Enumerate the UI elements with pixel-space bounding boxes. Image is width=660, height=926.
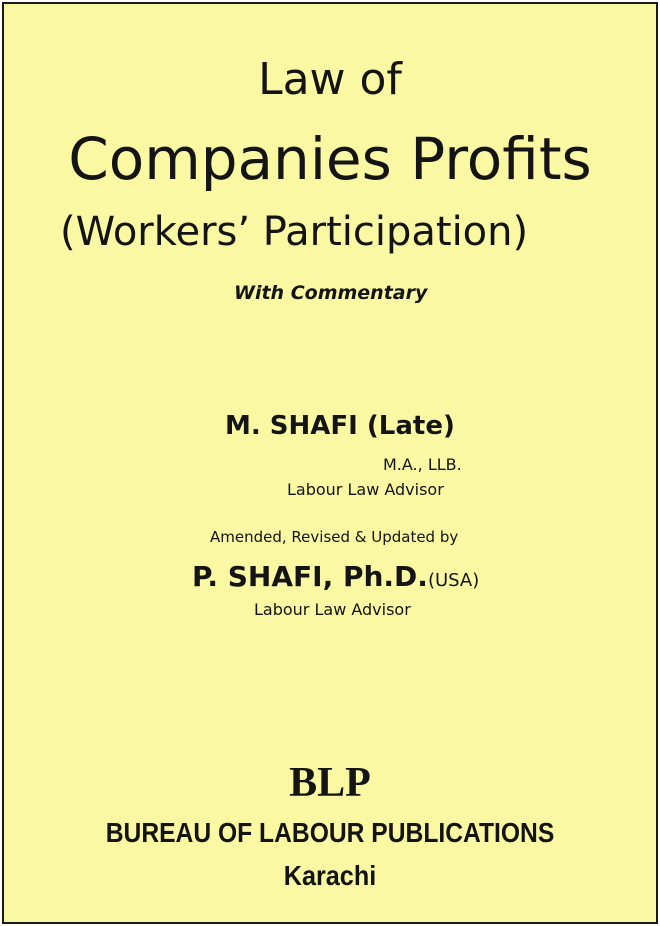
author-name: M. SHAFI (Late)	[225, 411, 455, 441]
editor-role: Labour Law Advisor	[254, 600, 411, 619]
title-line-3: (Workers’ Participation)	[60, 209, 529, 255]
author-qualification: M.A., LLB.	[383, 455, 462, 474]
title-line-1: Law of	[258, 54, 402, 105]
publisher-logo: BLP	[289, 760, 371, 806]
publisher-name: BUREAU OF LABOUR PUBLICATIONS	[105, 817, 555, 848]
revision-note: Amended, Revised & Updated by	[210, 528, 459, 546]
book-cover	[2, 2, 658, 924]
author-role: Labour Law Advisor	[287, 480, 444, 499]
title-line-2: Companies Profits	[68, 125, 592, 193]
editor-country: (USA)	[427, 570, 480, 591]
editor-line	[192, 560, 480, 593]
publisher-city: Karachi	[283, 860, 377, 891]
editor-name: P. SHAFI, Ph.D.	[192, 560, 428, 593]
subtitle: With Commentary	[234, 282, 428, 304]
